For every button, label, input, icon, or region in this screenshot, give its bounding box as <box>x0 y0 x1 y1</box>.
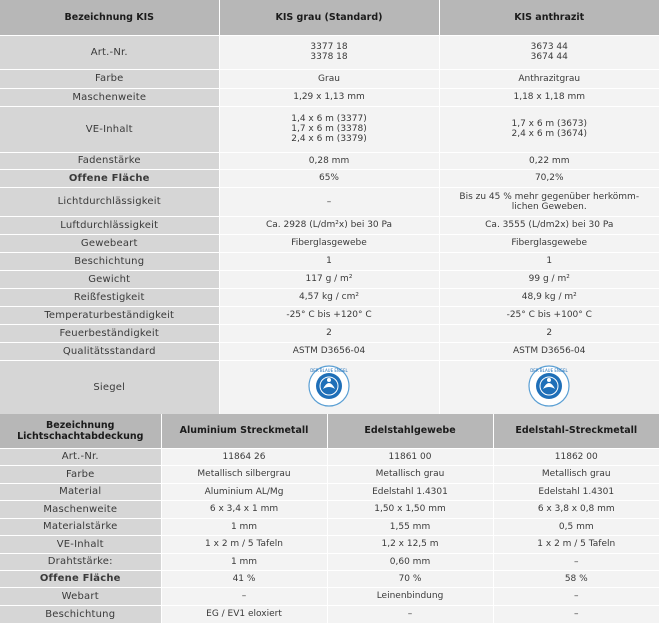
value-cell: 6 x 3,8 x 0,8 mm <box>493 500 659 518</box>
row-label: Materialstärke <box>0 518 161 535</box>
cell-line: 99 g / m² <box>528 274 570 284</box>
value-cell: 1,55 mm <box>327 518 493 535</box>
value-cell: Aluminium AL/Mg <box>161 483 327 500</box>
value-cell <box>219 252 439 270</box>
blauer-engel-seal-icon <box>308 365 350 407</box>
cell-line: 1,4 x 6 m (3377) <box>291 114 367 124</box>
value-cell: – <box>493 587 659 605</box>
seal-cell <box>439 360 659 414</box>
row-label: Maschenweite <box>0 500 161 518</box>
value-cell <box>439 342 659 360</box>
blauer-engel-seal-icon <box>528 365 570 407</box>
value-cell: Metallisch grau <box>327 465 493 483</box>
table-row <box>0 518 659 535</box>
row-label: Art.-Nr. <box>0 35 219 69</box>
cell-line: -25° C bis +120° C <box>286 310 372 320</box>
table-row <box>0 448 659 465</box>
value-cell <box>219 288 439 306</box>
value-cell: 41 % <box>161 570 327 587</box>
table-row <box>0 500 659 518</box>
value-cell: – <box>493 605 659 623</box>
table-row <box>0 605 659 623</box>
value-cell: EG / EV1 eloxiert <box>161 605 327 623</box>
value-cell <box>439 306 659 324</box>
row-label: Siegel <box>0 360 219 414</box>
value-cell <box>219 216 439 234</box>
cell-line: ASTM D3656-04 <box>292 346 366 356</box>
value-cell: 58 % <box>493 570 659 587</box>
cell-line: Anthrazitgrau <box>518 73 581 84</box>
column-header: Bezeichnung Lichtschachtabdeckung <box>0 414 161 448</box>
table-row <box>0 187 659 216</box>
column-header: KIS grau (Standard) <box>219 0 439 35</box>
row-label: Reißfestigkeit <box>0 288 219 306</box>
value-cell <box>439 288 659 306</box>
row-label: Fadenstärke <box>0 152 219 169</box>
table-row <box>0 35 659 69</box>
value-cell: 1 mm <box>161 553 327 570</box>
value-cell <box>439 252 659 270</box>
value-cell: 1 x 2 m / 5 Tafeln <box>493 535 659 553</box>
cell-line: 3377 18 <box>310 42 348 52</box>
value-cell <box>219 35 439 69</box>
cell-line: 117 g / m² <box>305 274 353 284</box>
cell-line: ASTM D3656-04 <box>512 346 586 356</box>
value-cell <box>439 324 659 342</box>
value-cell: Metallisch grau <box>493 465 659 483</box>
table-row <box>0 169 659 187</box>
value-cell <box>219 234 439 252</box>
svg-text:DER BLAUE ENGEL: DER BLAUE ENGEL <box>530 367 569 373</box>
row-label: Maschenweite <box>0 88 219 106</box>
cell-line: 65% <box>318 173 339 183</box>
cell-line: Ca. 2928 (L/dm²x) bei 30 Pa <box>265 220 393 230</box>
table-row <box>0 252 659 270</box>
table-row <box>0 342 659 360</box>
header-row <box>0 414 659 448</box>
value-cell <box>219 306 439 324</box>
cell-line: – <box>326 196 332 207</box>
row-label: Offene Fläche <box>0 570 161 587</box>
value-cell: 11862 00 <box>493 448 659 465</box>
svg-text:DER BLAUE ENGEL: DER BLAUE ENGEL <box>310 367 348 373</box>
value-cell: Leinenbindung <box>327 587 493 605</box>
value-cell <box>219 169 439 187</box>
value-cell <box>439 152 659 169</box>
cell-line: 1,7 x 6 m (3378) <box>291 124 367 134</box>
cell-line: 2,4 x 6 m (3674) <box>511 129 587 139</box>
seal-cell <box>219 360 439 414</box>
value-cell <box>439 69 659 88</box>
cell-line: 1,18 x 1,18 mm <box>513 92 586 102</box>
cell-line: 0,28 mm <box>308 155 350 166</box>
column-header: Edelstahlgewebe <box>327 414 493 448</box>
cell-line: 2 <box>546 328 553 338</box>
value-cell: Edelstahl 1.4301 <box>493 483 659 500</box>
row-label: Beschichtung <box>0 252 219 270</box>
seal-row <box>0 360 659 414</box>
table-row <box>0 306 659 324</box>
value-cell: 0,5 mm <box>493 518 659 535</box>
table-row <box>0 270 659 288</box>
table-row <box>0 216 659 234</box>
row-label: Gewicht <box>0 270 219 288</box>
value-cell: Edelstahl 1.4301 <box>327 483 493 500</box>
cell-line: Fiberglasgewebe <box>511 238 588 248</box>
value-cell <box>439 270 659 288</box>
row-label: Feuerbeständigkeit <box>0 324 219 342</box>
value-cell: 1,2 x 12,5 m <box>327 535 493 553</box>
row-label: VE-Inhalt <box>0 106 219 152</box>
value-cell <box>219 342 439 360</box>
row-label: Luftdurchlässigkeit <box>0 216 219 234</box>
value-cell: 6 x 3,4 x 1 mm <box>161 500 327 518</box>
cell-line: 2,4 x 6 m (3379) <box>291 134 367 144</box>
value-cell <box>439 88 659 106</box>
lichtschacht-spec-table <box>0 414 659 623</box>
value-cell: 70 % <box>327 570 493 587</box>
cell-line: 3378 18 <box>310 52 348 62</box>
value-cell <box>219 88 439 106</box>
value-cell: – <box>327 605 493 623</box>
table-row <box>0 324 659 342</box>
cell-line: 3673 44 <box>530 42 568 52</box>
cell-line: 1,7 x 6 m (3673) <box>511 119 587 129</box>
row-label: Material <box>0 483 161 500</box>
row-label: Drahtstärke: <box>0 553 161 570</box>
value-cell <box>439 169 659 187</box>
value-cell <box>439 35 659 69</box>
row-label: Beschichtung <box>0 605 161 623</box>
row-label: Farbe <box>0 465 161 483</box>
row-label: Gewebeart <box>0 234 219 252</box>
row-label: Temperaturbeständigkeit <box>0 306 219 324</box>
cell-line: 70,2% <box>534 173 564 183</box>
value-cell <box>219 69 439 88</box>
value-cell <box>219 152 439 169</box>
table-row <box>0 106 659 152</box>
row-label: VE-Inhalt <box>0 535 161 553</box>
cell-line: Fiberglasgewebe <box>291 238 367 248</box>
cell-line: lichen Geweben. <box>511 201 587 212</box>
value-cell: 1 x 2 m / 5 Tafeln <box>161 535 327 553</box>
value-cell: 0,60 mm <box>327 553 493 570</box>
cell-line: 48,9 kg / m² <box>521 292 577 302</box>
row-label: Farbe <box>0 69 219 88</box>
cell-line: 2 <box>326 328 332 338</box>
value-cell: Metallisch silbergrau <box>161 465 327 483</box>
row-label: Lichtdurchlässigkeit <box>0 187 219 216</box>
row-label: Art.-Nr. <box>0 448 161 465</box>
value-cell <box>219 324 439 342</box>
cell-line: Ca. 3555 (L/dm2x) bei 30 Pa <box>485 220 614 230</box>
row-label: Qualitätsstandard <box>0 342 219 360</box>
cell-line: 3674 44 <box>530 52 568 62</box>
value-cell <box>439 234 659 252</box>
cell-line: -25° C bis +100° C <box>506 310 592 320</box>
table-row <box>0 288 659 306</box>
value-cell <box>219 270 439 288</box>
cell-line: 1 <box>326 256 332 266</box>
table-row <box>0 553 659 570</box>
value-cell: 11861 00 <box>327 448 493 465</box>
column-header: Bezeichnung KIS <box>0 0 219 35</box>
column-header: KIS anthrazit <box>439 0 659 35</box>
header-row <box>0 0 659 35</box>
cell-line: 1,29 x 1,13 mm <box>293 92 365 102</box>
cell-line: 4,57 kg / cm² <box>299 292 359 302</box>
column-header: Aluminium Streckmetall <box>161 414 327 448</box>
value-cell: 1 mm <box>161 518 327 535</box>
value-cell: 1,50 x 1,50 mm <box>327 500 493 518</box>
value-cell <box>439 216 659 234</box>
row-label: Offene Fläche <box>0 169 219 187</box>
cell-line: 0,22 mm <box>529 155 570 166</box>
column-header: Edelstahl-Streckmetall <box>493 414 659 448</box>
table-row <box>0 234 659 252</box>
cell-line: Grau <box>318 73 340 84</box>
table-row <box>0 88 659 106</box>
value-cell <box>219 106 439 152</box>
table-row <box>0 587 659 605</box>
table-row <box>0 483 659 500</box>
table-row <box>0 570 659 587</box>
cell-line: Bis zu 45 % mehr gegenüber herkömm- <box>459 191 640 202</box>
value-cell: – <box>161 587 327 605</box>
table-row <box>0 535 659 553</box>
value-cell: – <box>493 553 659 570</box>
value-cell: 11864 26 <box>161 448 327 465</box>
table-row <box>0 465 659 483</box>
value-cell <box>219 187 439 216</box>
value-cell <box>439 106 659 152</box>
value-cell <box>439 187 659 216</box>
row-label: Webart <box>0 587 161 605</box>
table-row <box>0 69 659 88</box>
table-row <box>0 152 659 169</box>
cell-line: 1 <box>546 256 553 266</box>
